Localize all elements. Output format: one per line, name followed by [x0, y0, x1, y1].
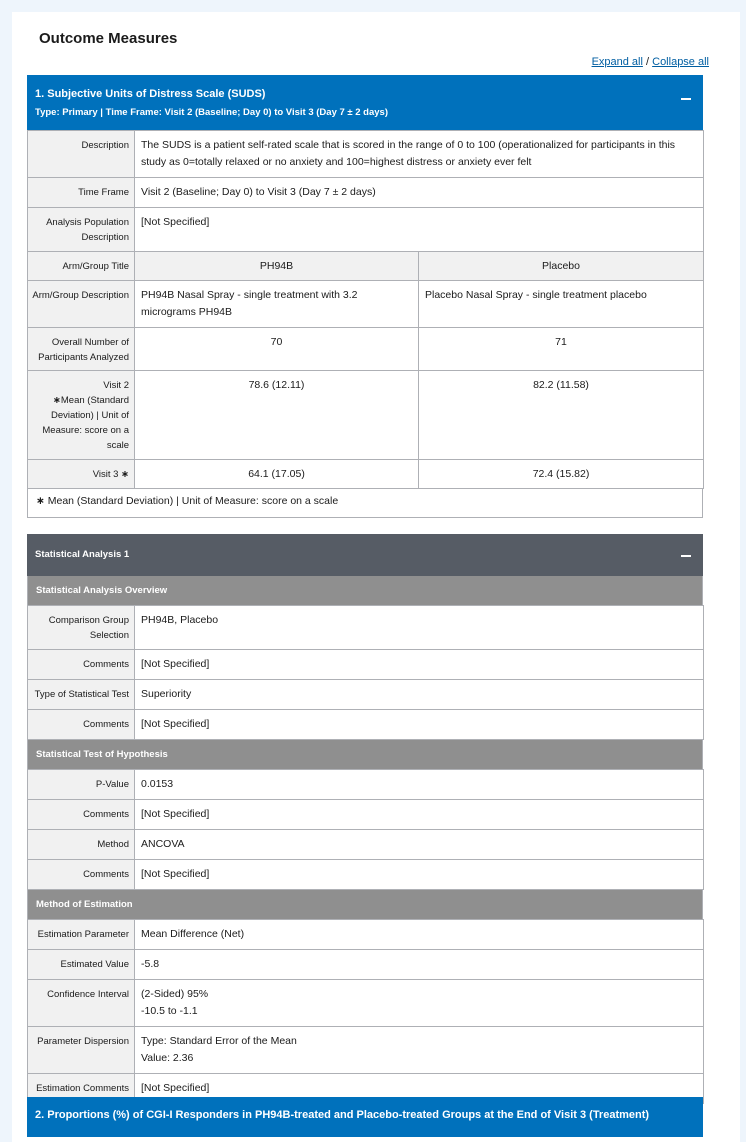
expand-all-link[interactable]: Expand all	[591, 56, 643, 68]
parameter-dispersion-value	[135, 1027, 704, 1074]
table-row	[28, 252, 704, 281]
table-row	[28, 770, 704, 800]
table-row	[28, 328, 704, 371]
overall-ph94b: 70	[135, 328, 419, 371]
star-marker: ∗	[52, 395, 61, 406]
comments-value: [Not Specified]	[135, 800, 704, 830]
table-row	[28, 606, 704, 650]
hypothesis-subheader: Statistical Test of Hypothesis	[27, 740, 703, 769]
star-marker: ∗	[36, 495, 45, 507]
visit3-ph94b: 64.1 (17.05)	[135, 460, 419, 489]
time-frame-label: Time Frame	[28, 178, 135, 208]
ci-range: -10.5 to -1.1	[141, 1005, 198, 1017]
comments-value: [Not Specified]	[135, 710, 704, 740]
page-title: Outcome Measures	[39, 30, 178, 47]
table-footnote	[27, 489, 703, 518]
dispersion-type: Type: Standard Error of the Mean	[141, 1035, 297, 1047]
comments-label: Comments	[28, 650, 135, 680]
stat-hypothesis-table	[27, 769, 704, 890]
analysis-population-label: Analysis Population Description	[28, 208, 135, 252]
table-row	[28, 281, 704, 328]
collapse-all-link[interactable]: Collapse all	[652, 56, 709, 68]
outcome-2-title: 2. Proportions (%) of CGI-I Responders in PH94B-treated and Placebo-treated Groups at the End of Visit 3 (Treatment)	[35, 1109, 650, 1121]
dispersion-value: Value: 2.36	[141, 1052, 194, 1064]
test-type-value: Superiority	[135, 680, 704, 710]
footnote-text: Mean (Standard Deviation) | Unit of Measure: score on a scale	[47, 495, 339, 507]
expand-collapse-controls	[592, 56, 709, 68]
table-row	[28, 980, 704, 1027]
stat-estimation-table	[27, 919, 704, 1104]
visit2-label	[28, 371, 135, 460]
estimation-parameter-label: Estimation Parameter	[28, 920, 135, 950]
parameter-dispersion-label: Parameter Dispersion	[28, 1027, 135, 1074]
p-value: 0.0153	[135, 770, 704, 800]
stat-analysis-title: Statistical Analysis 1	[35, 549, 130, 560]
outcome-title: 1. Subjective Units of Distress Scale (SUDS)	[35, 88, 266, 100]
separator: /	[646, 56, 650, 68]
analysis-population-value: [Not Specified]	[135, 208, 704, 252]
overall-participants-label: Overall Number of Participants Analyzed	[28, 328, 135, 371]
table-row	[28, 650, 704, 680]
outcome-table	[27, 130, 704, 489]
stat-analysis-header[interactable]	[27, 534, 703, 576]
table-row	[28, 178, 704, 208]
arm-placebo-title: Placebo	[419, 252, 704, 281]
estimated-value: -5.8	[135, 950, 704, 980]
comments-label: Comments	[28, 710, 135, 740]
table-row	[28, 1027, 704, 1074]
table-row	[28, 710, 704, 740]
visit3-label-name: Visit 3	[92, 469, 119, 480]
stat-overview-table	[27, 605, 704, 740]
visit2-placebo: 82.2 (11.58)	[419, 371, 704, 460]
arm-placebo-description: Placebo Nasal Spray - single treatment placebo	[419, 281, 704, 328]
table-row	[28, 800, 704, 830]
confidence-interval-value	[135, 980, 704, 1027]
method-value: ANCOVA	[135, 830, 704, 860]
test-type-label: Type of Statistical Test	[28, 680, 135, 710]
table-row	[28, 950, 704, 980]
comparison-group-value: PH94B, Placebo	[135, 606, 704, 650]
estimation-comments-label: Estimation Comments	[28, 1074, 135, 1104]
table-row	[28, 208, 704, 252]
description-value: The SUDS is a patient self-rated scale that is scored in the range of 0 to 100 (operationalized for participants in this study as 0=totally relaxed or no anxiety and 100=highest distress or anxiety ever felt	[135, 131, 704, 178]
outcome-measure-2-header[interactable]	[27, 1097, 703, 1137]
method-label: Method	[28, 830, 135, 860]
overall-placebo: 71	[419, 328, 704, 371]
comments-value: [Not Specified]	[135, 860, 704, 890]
table-row	[28, 830, 704, 860]
arm-ph94b-title: PH94B	[135, 252, 419, 281]
estimation-subheader: Method of Estimation	[27, 890, 703, 919]
arm-title-label: Arm/Group Title	[28, 252, 135, 281]
table-row	[28, 680, 704, 710]
description-label: Description	[28, 131, 135, 178]
visit3-label	[28, 460, 135, 489]
confidence-interval-label: Confidence Interval	[28, 980, 135, 1027]
visit2-label-measure: Mean (Standard Deviation) | Unit of Measure: score on a scale	[42, 395, 129, 451]
estimation-comments-value: [Not Specified]	[135, 1074, 704, 1104]
table-row	[28, 371, 704, 460]
comparison-group-label: Comparison Group Selection	[28, 606, 135, 650]
star-marker: ∗	[121, 469, 129, 480]
outcome-measure-1	[27, 75, 703, 518]
table-row	[28, 131, 704, 178]
arm-description-label: Arm/Group Description	[28, 281, 135, 328]
visit2-label-name: Visit 2	[103, 380, 129, 391]
comments-value: [Not Specified]	[135, 650, 704, 680]
estimated-value-label: Estimated Value	[28, 950, 135, 980]
table-row	[28, 860, 704, 890]
time-frame-value: Visit 2 (Baseline; Day 0) to Visit 3 (Day 7 ± 2 days)	[135, 178, 704, 208]
ci-level: (2-Sided) 95%	[141, 988, 209, 1000]
table-row	[28, 460, 704, 489]
outcome-subtitle: Type: Primary | Time Frame: Visit 2 (Baseline; Day 0) to Visit 3 (Day 7 ± 2 days)	[35, 107, 389, 118]
arm-ph94b-description: PH94B Nasal Spray - single treatment with 3.2 micrograms PH94B	[135, 281, 419, 328]
visit2-ph94b: 78.6 (12.11)	[135, 371, 419, 460]
statistical-analysis-1	[27, 534, 703, 1104]
outcome-header[interactable]	[27, 75, 703, 130]
comments-label: Comments	[28, 860, 135, 890]
comments-label: Comments	[28, 800, 135, 830]
table-row	[28, 920, 704, 950]
overview-subheader: Statistical Analysis Overview	[27, 576, 703, 605]
collapse-icon[interactable]	[681, 550, 691, 560]
p-value-label: P-Value	[28, 770, 135, 800]
visit3-placebo: 72.4 (15.82)	[419, 460, 704, 489]
collapse-icon[interactable]	[681, 93, 691, 103]
estimation-parameter-value: Mean Difference (Net)	[135, 920, 704, 950]
